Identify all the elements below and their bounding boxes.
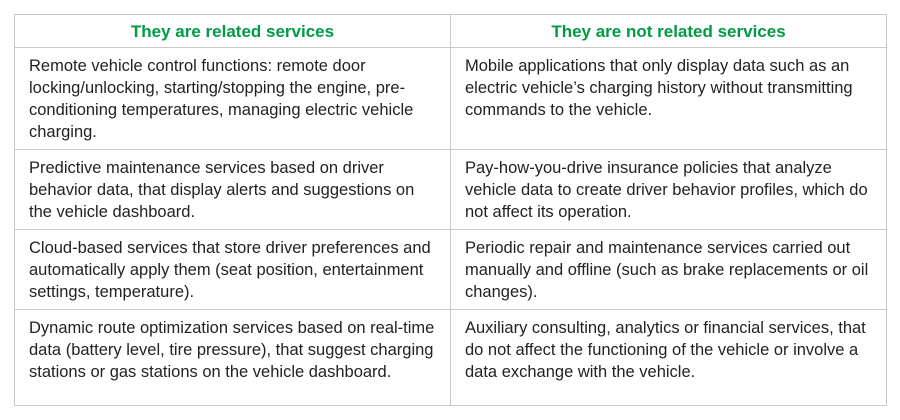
table-row: [15, 48, 887, 150]
header-not-related-services: They are not related services: [451, 15, 887, 48]
table-row: [15, 310, 887, 406]
cell-related-service: Dynamic route optimization services based on real-time data (battery level, tire pressure), that suggest charging stations or gas stations on the vehicle dashboard.: [15, 310, 451, 406]
cell-not-related-service: Auxiliary consulting, analytics or financial services, that do not affect the functioning of the vehicle or involve a data exchange with the vehicle.: [451, 310, 887, 406]
header-related-services: They are related services: [15, 15, 451, 48]
cell-not-related-service: Pay-how-you-drive insurance policies that analyze vehicle data to create driver behavior profiles, which do not affect its operation.: [451, 150, 887, 230]
table-row: [15, 230, 887, 310]
table-body: [15, 48, 887, 406]
cell-related-service: Cloud-based services that store driver preferences and automatically apply them (seat position, entertainment settings, temperature).: [15, 230, 451, 310]
cell-related-service: Remote vehicle control functions: remote door locking/unlocking, starting/stopping the engine, pre-conditioning temperatures, managing electric vehicle charging.: [15, 48, 451, 150]
services-comparison-table: [14, 14, 887, 406]
cell-not-related-service: Mobile applications that only display data such as an electric vehicle’s charging history without transmitting commands to the vehicle.: [451, 48, 887, 150]
cell-related-service: Predictive maintenance services based on driver behavior data, that display alerts and suggestions on the vehicle dashboard.: [15, 150, 451, 230]
table-header: [15, 15, 887, 48]
cell-not-related-service: Periodic repair and maintenance services carried out manually and offline (such as brake replacements or oil changes).: [451, 230, 887, 310]
header-row: [15, 15, 887, 48]
table-row: [15, 150, 887, 230]
